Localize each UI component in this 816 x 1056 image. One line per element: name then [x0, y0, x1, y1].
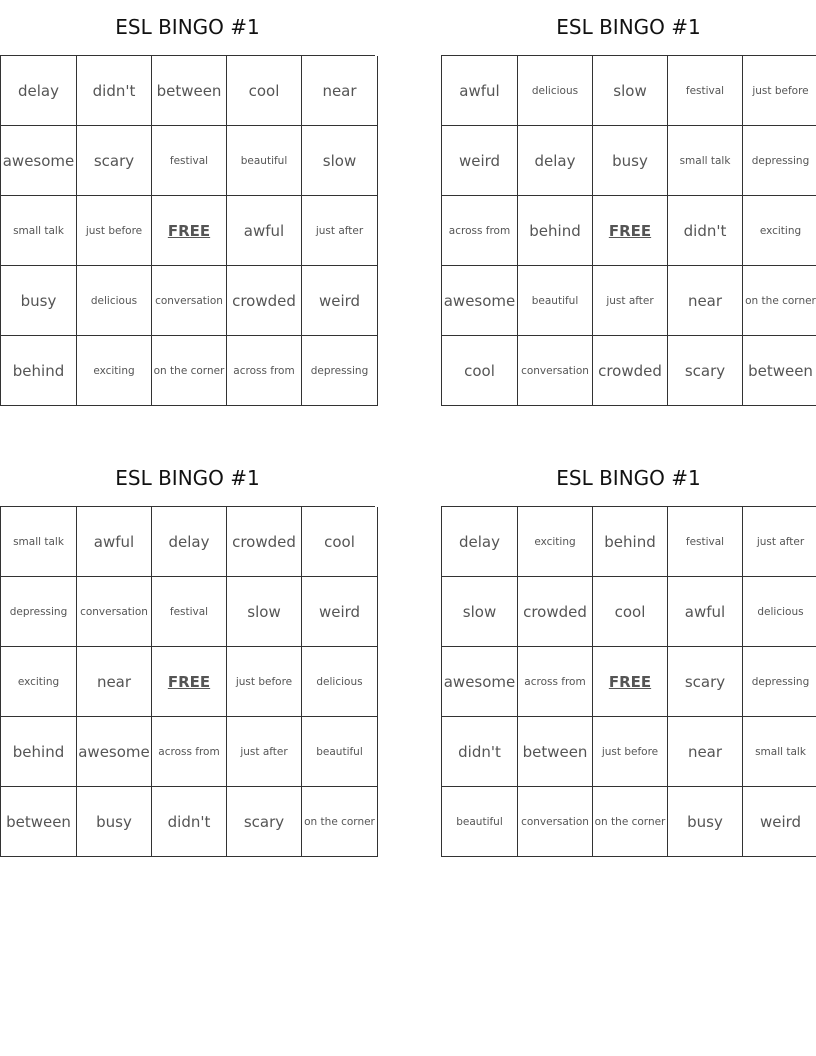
bingo-cell: just before: [227, 647, 302, 717]
bingo-cell: between: [518, 717, 593, 787]
bingo-cell: slow: [593, 56, 668, 126]
bingo-cell: didn't: [152, 787, 227, 857]
bingo-cell: small talk: [743, 717, 816, 787]
free-space-cell: FREE: [593, 196, 668, 266]
bingo-cell: across from: [152, 717, 227, 787]
bingo-grid: [0, 55, 375, 406]
bingo-cell: slow: [227, 577, 302, 647]
bingo-cell: busy: [1, 266, 77, 336]
bingo-cell: awesome: [442, 647, 518, 717]
bingo-cell: exciting: [1, 647, 77, 717]
bingo-cell: on the corner: [152, 336, 227, 406]
card-title: ESL BINGO #1: [556, 15, 701, 39]
bingo-cell: festival: [152, 126, 227, 196]
bingo-grid: [441, 506, 816, 857]
bingo-cell: between: [743, 336, 816, 406]
bingo-cell: exciting: [743, 196, 816, 266]
bingo-cell: weird: [302, 266, 378, 336]
bingo-cell: didn't: [668, 196, 743, 266]
bingo-cell: just before: [743, 56, 816, 126]
bingo-cell: conversation: [152, 266, 227, 336]
bingo-cell: festival: [668, 507, 743, 577]
bingo-cell: weird: [743, 787, 816, 857]
bingo-cell: delicious: [302, 647, 378, 717]
bingo-cell: beautiful: [227, 126, 302, 196]
card-title: ESL BINGO #1: [115, 466, 260, 490]
bingo-cell: awful: [77, 507, 152, 577]
bingo-cell: festival: [152, 577, 227, 647]
bingo-cell: on the corner: [593, 787, 668, 857]
bingo-cell: awesome: [77, 717, 152, 787]
bingo-cell: small talk: [1, 507, 77, 577]
bingo-cell: scary: [77, 126, 152, 196]
bingo-cell: across from: [518, 647, 593, 717]
bingo-cell: across from: [442, 196, 518, 266]
card-title: ESL BINGO #1: [556, 466, 701, 490]
bingo-cell: exciting: [77, 336, 152, 406]
bingo-cell: small talk: [1, 196, 77, 266]
bingo-cell: just before: [593, 717, 668, 787]
free-space-cell: FREE: [152, 647, 227, 717]
free-space-cell: FREE: [152, 196, 227, 266]
bingo-cell: didn't: [77, 56, 152, 126]
bingo-cell: slow: [442, 577, 518, 647]
bingo-cell: cool: [227, 56, 302, 126]
bingo-cell: depressing: [1, 577, 77, 647]
bingo-cell: weird: [442, 126, 518, 196]
bingo-cell: near: [302, 56, 378, 126]
bingo-cell: delay: [442, 507, 518, 577]
bingo-card-3: [0, 451, 375, 857]
bingo-cell: just after: [227, 717, 302, 787]
bingo-cell: awful: [442, 56, 518, 126]
bingo-cell: awful: [668, 577, 743, 647]
bingo-cell: beautiful: [302, 717, 378, 787]
bingo-cell: beautiful: [442, 787, 518, 857]
bingo-cell: busy: [668, 787, 743, 857]
bingo-cell: crowded: [593, 336, 668, 406]
bingo-cell: delay: [1, 56, 77, 126]
bingo-cell: awful: [227, 196, 302, 266]
card-title: ESL BINGO #1: [115, 15, 260, 39]
bingo-cell: delay: [518, 126, 593, 196]
bingo-cell: crowded: [518, 577, 593, 647]
bingo-cell: on the corner: [302, 787, 378, 857]
bingo-cell: just before: [77, 196, 152, 266]
bingo-cell: depressing: [743, 647, 816, 717]
bingo-cell: weird: [302, 577, 378, 647]
bingo-cell: just after: [743, 507, 816, 577]
bingo-cell: conversation: [518, 336, 593, 406]
bingo-card-4: [441, 451, 816, 857]
bingo-cell: delicious: [518, 56, 593, 126]
bingo-cell: scary: [668, 336, 743, 406]
bingo-cell: didn't: [442, 717, 518, 787]
bingo-grid: [441, 55, 816, 406]
bingo-cell: delicious: [77, 266, 152, 336]
bingo-cell: cool: [593, 577, 668, 647]
bingo-cell: conversation: [77, 577, 152, 647]
bingo-cell: behind: [1, 336, 77, 406]
bingo-cell: between: [152, 56, 227, 126]
bingo-cell: delay: [152, 507, 227, 577]
free-space-cell: FREE: [593, 647, 668, 717]
bingo-cell: exciting: [518, 507, 593, 577]
bingo-cell: scary: [668, 647, 743, 717]
bingo-cell: cool: [442, 336, 518, 406]
bingo-cell: behind: [593, 507, 668, 577]
bingo-cell: behind: [518, 196, 593, 266]
bingo-cell: awesome: [1, 126, 77, 196]
bingo-cell: on the corner: [743, 266, 816, 336]
bingo-cell: crowded: [227, 507, 302, 577]
bingo-cell: just after: [593, 266, 668, 336]
bingo-cell: scary: [227, 787, 302, 857]
bingo-cell: across from: [227, 336, 302, 406]
bingo-cell: depressing: [302, 336, 378, 406]
bingo-card-1: [0, 0, 375, 406]
bingo-cell: near: [77, 647, 152, 717]
bingo-cell: conversation: [518, 787, 593, 857]
bingo-card-2: [441, 0, 816, 406]
bingo-cell: small talk: [668, 126, 743, 196]
bingo-cell: near: [668, 717, 743, 787]
bingo-cell: delicious: [743, 577, 816, 647]
bingo-cell: between: [1, 787, 77, 857]
bingo-cell: just after: [302, 196, 378, 266]
bingo-cell: busy: [593, 126, 668, 196]
bingo-cell: beautiful: [518, 266, 593, 336]
bingo-cell: busy: [77, 787, 152, 857]
bingo-grid: [0, 506, 375, 857]
bingo-cell: festival: [668, 56, 743, 126]
bingo-cell: awesome: [442, 266, 518, 336]
bingo-cell: near: [668, 266, 743, 336]
bingo-cell: depressing: [743, 126, 816, 196]
bingo-cell: behind: [1, 717, 77, 787]
bingo-cell: cool: [302, 507, 378, 577]
bingo-cell: slow: [302, 126, 378, 196]
bingo-cell: crowded: [227, 266, 302, 336]
